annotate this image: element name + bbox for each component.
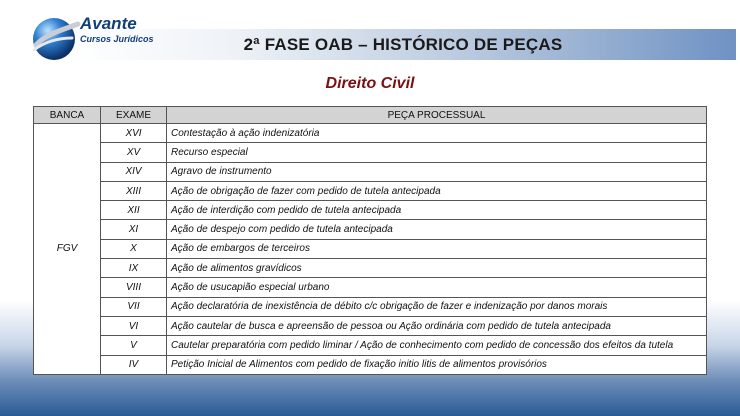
table-row xyxy=(34,239,707,258)
table-row xyxy=(34,220,707,239)
peca-cell: Ação de embargos de terceiros xyxy=(167,239,707,258)
table-row xyxy=(34,181,707,200)
peca-cell: Recurso especial xyxy=(167,143,707,162)
exame-cell: XVI xyxy=(101,124,167,143)
table-row xyxy=(34,355,707,374)
table-row xyxy=(34,336,707,355)
history-table xyxy=(33,106,707,375)
table-row xyxy=(34,162,707,181)
banca-cell: FGV xyxy=(34,124,101,375)
exame-cell: VII xyxy=(101,297,167,316)
exame-cell: IV xyxy=(101,355,167,374)
section-subtitle: Direito Civil xyxy=(325,75,415,92)
table-row xyxy=(34,316,707,335)
exame-cell: XV xyxy=(101,143,167,162)
exame-cell: IX xyxy=(101,259,167,278)
peca-cell: Petição Inicial de Alimentos com pedido de fixação initio litis de alimentos provisórios xyxy=(167,355,707,374)
exame-cell: V xyxy=(101,336,167,355)
peca-cell: Ação de despejo com pedido de tutela antecipada xyxy=(167,220,707,239)
peca-cell: Ação de interdição com pedido de tutela antecipada xyxy=(167,201,707,220)
column-header-exame: EXAME xyxy=(101,107,167,124)
globe-icon xyxy=(28,12,82,66)
exame-cell: XIII xyxy=(101,181,167,200)
table-row xyxy=(34,259,707,278)
table-row xyxy=(34,297,707,316)
peca-cell: Contestação à ação indenizatória xyxy=(167,124,707,143)
peca-cell: Ação de alimentos gravídicos xyxy=(167,259,707,278)
table-row xyxy=(34,278,707,297)
table-row xyxy=(34,143,707,162)
column-header-banca: BANCA xyxy=(34,107,101,124)
exame-cell: VIII xyxy=(101,278,167,297)
exame-cell: X xyxy=(101,239,167,258)
peca-cell: Ação de obrigação de fazer com pedido de tutela antecipada xyxy=(167,181,707,200)
peca-cell: Agravo de instrumento xyxy=(167,162,707,181)
peca-cell: Ação de usucapião especial urbano xyxy=(167,278,707,297)
exame-cell: VI xyxy=(101,316,167,335)
avante-logo xyxy=(28,10,158,70)
peca-cell: Ação declaratória de inexistência de débito c/c obrigação de fazer e indenização por danos morais xyxy=(167,297,707,316)
table-row xyxy=(34,124,707,143)
exame-cell: XII xyxy=(101,201,167,220)
page-title: 2ª FASE OAB – HISTÓRICO DE PEÇAS xyxy=(243,34,563,54)
peca-cell: Ação cautelar de busca e apreensão de pessoa ou Ação ordinária com pedido de tutela antecipada xyxy=(167,316,707,335)
table-row xyxy=(34,201,707,220)
exame-cell: XIV xyxy=(101,162,167,181)
logo-subtitle: Cursos Jurídicos xyxy=(80,34,154,44)
logo-name: Avante xyxy=(80,14,137,33)
exame-cell: XI xyxy=(101,220,167,239)
table-header-row xyxy=(34,107,707,124)
peca-cell: Cautelar preparatória com pedido liminar / Ação de conhecimento com pedido de concessão dos efeitos da tutela xyxy=(167,336,707,355)
column-header-peca: PEÇA PROCESSUAL xyxy=(167,107,707,124)
